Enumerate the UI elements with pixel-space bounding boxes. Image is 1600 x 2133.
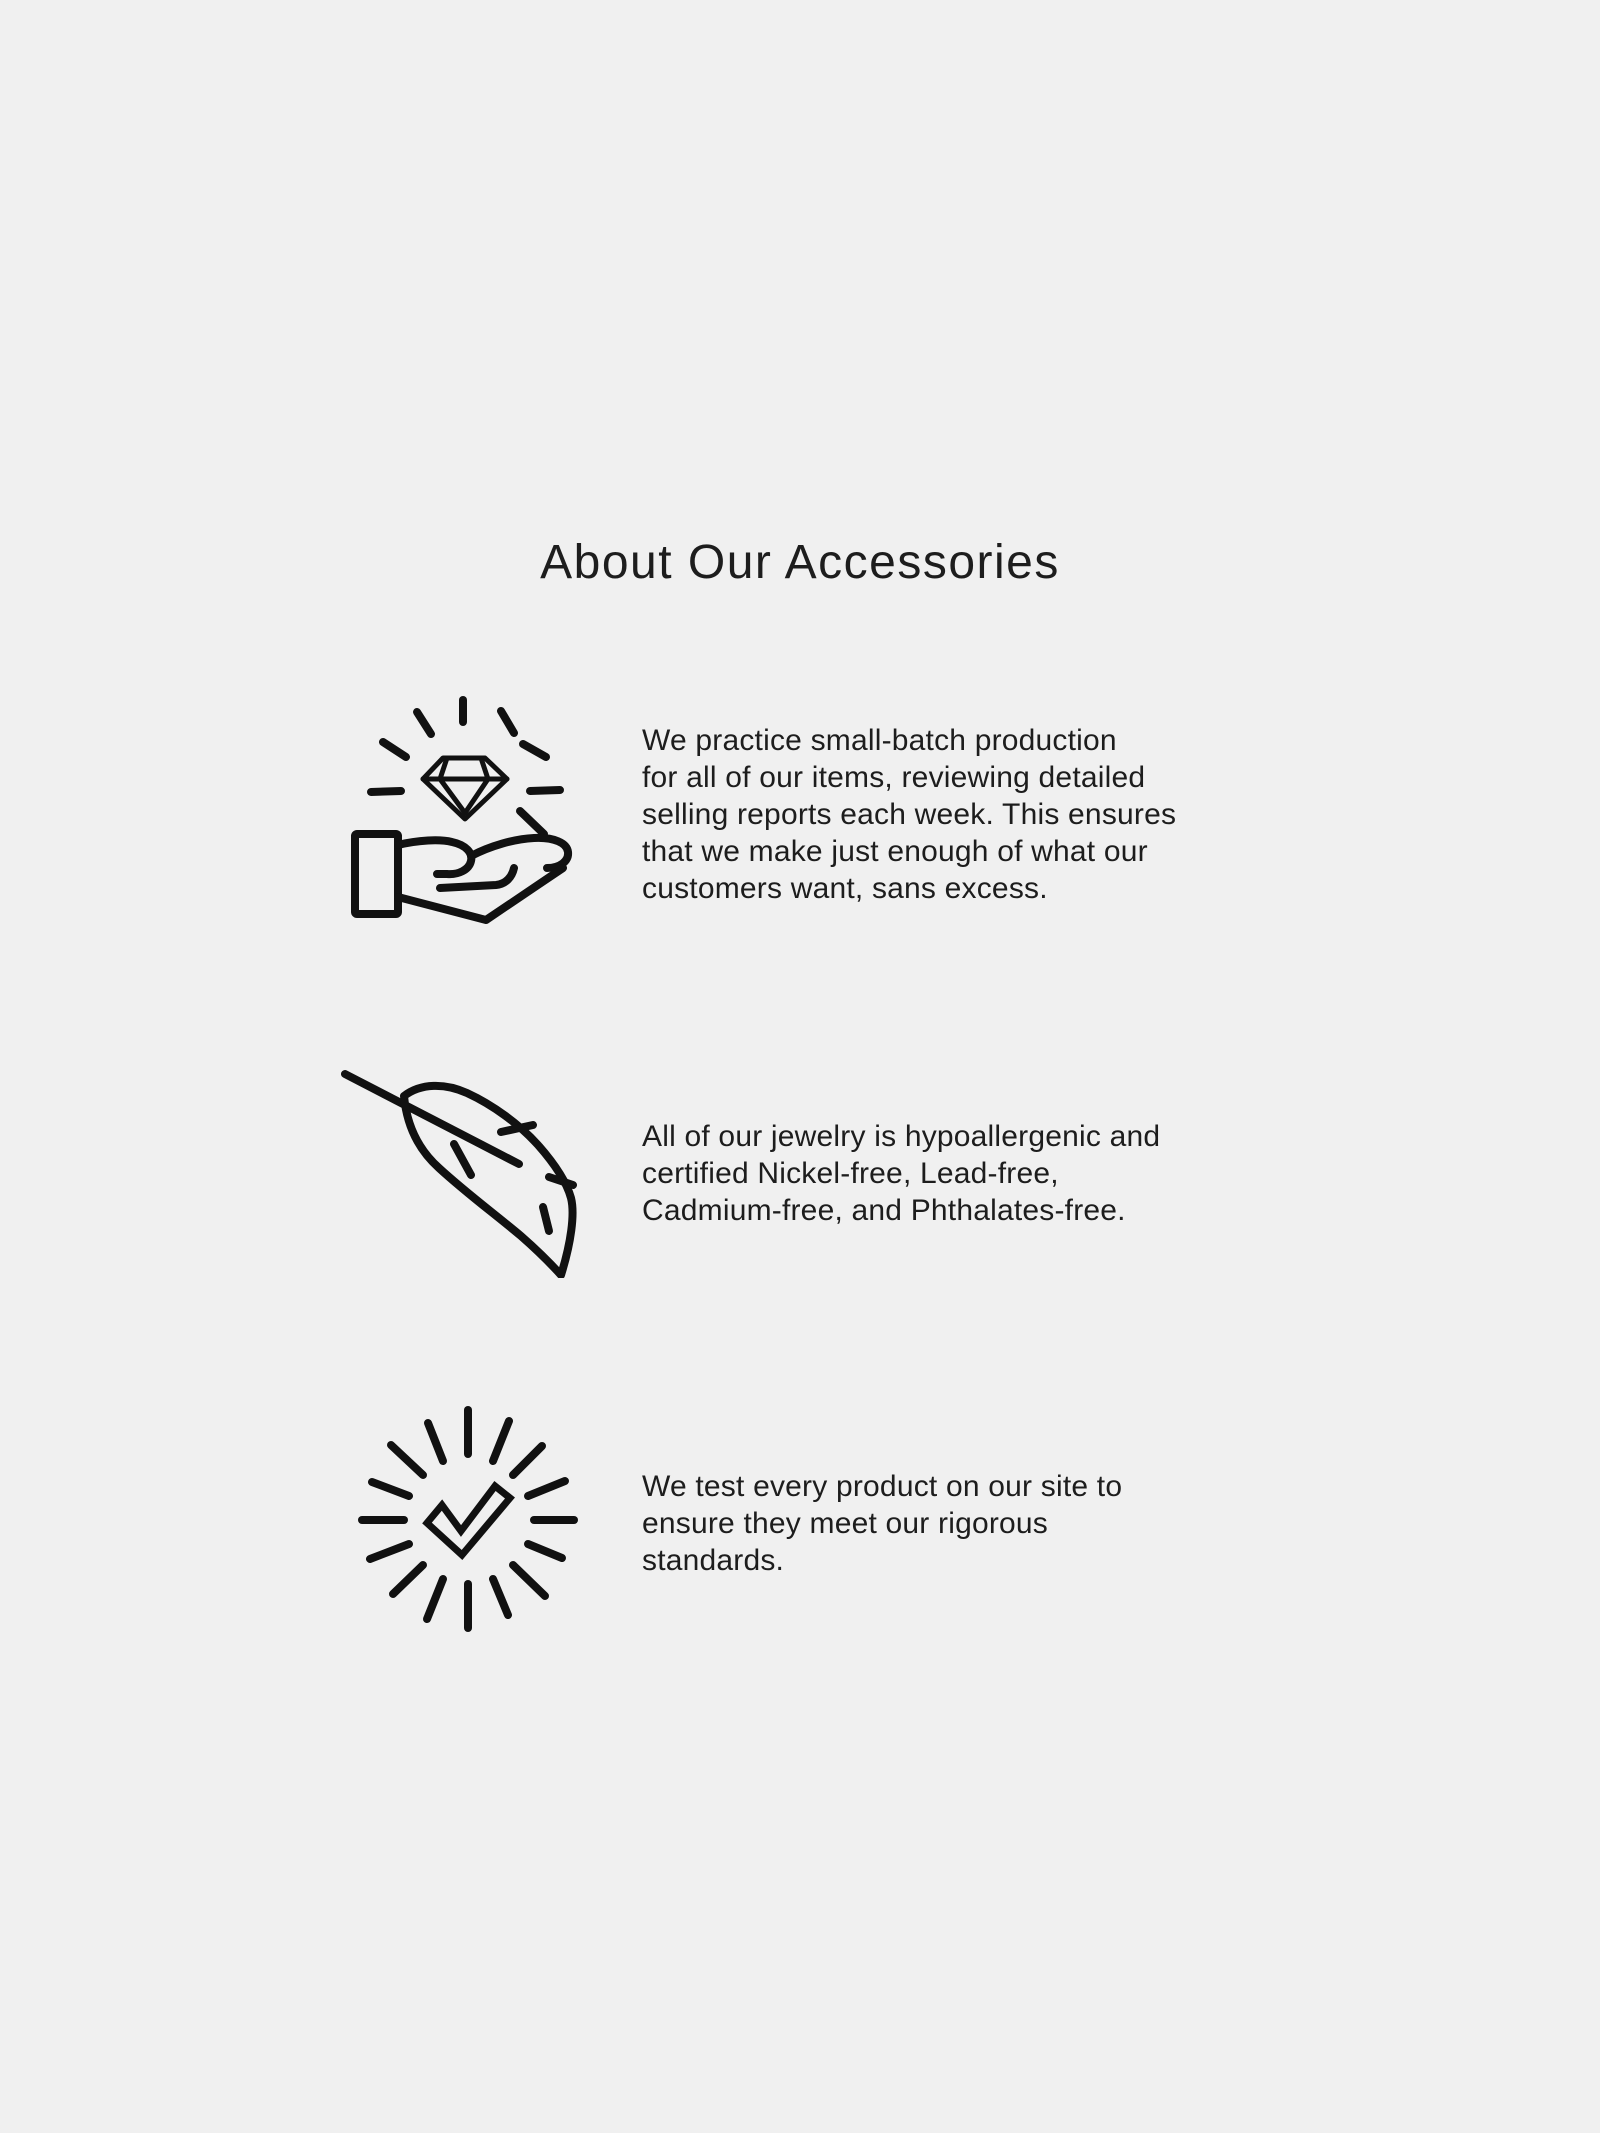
feature-text-line: that we make just enough of what our	[642, 835, 1148, 868]
diamond-in-hand-icon	[350, 695, 580, 925]
checkmark-burst-icon	[346, 1402, 586, 1634]
feature-text-line: We test every product on our site to	[642, 1470, 1123, 1503]
feature-text-line: customers want, sans excess.	[642, 872, 1048, 905]
feature-text-testing	[642, 1468, 1122, 1579]
feature-text-line: for all of our items, reviewing detailed	[642, 761, 1146, 794]
feature-text-line: Cadmium-free, and Phthalates-free.	[642, 1194, 1126, 1227]
feature-text-line: certified Nickel-free, Lead-free,	[642, 1157, 1059, 1190]
feature-text-line: selling reports each week. This ensures	[642, 798, 1177, 831]
feature-text-line: All of our jewelry is hypoallergenic and	[642, 1120, 1161, 1153]
feature-text-hypoallergenic	[642, 1118, 1160, 1229]
feature-text-line: standards.	[642, 1544, 785, 1577]
page-title: About Our Accessories	[540, 535, 1060, 589]
feature-text-line: ensure they meet our rigorous	[642, 1507, 1049, 1540]
feature-text-line: We practice small-batch production	[642, 724, 1117, 757]
feather-icon	[341, 1068, 577, 1278]
feature-text-small-batch	[642, 722, 1176, 907]
